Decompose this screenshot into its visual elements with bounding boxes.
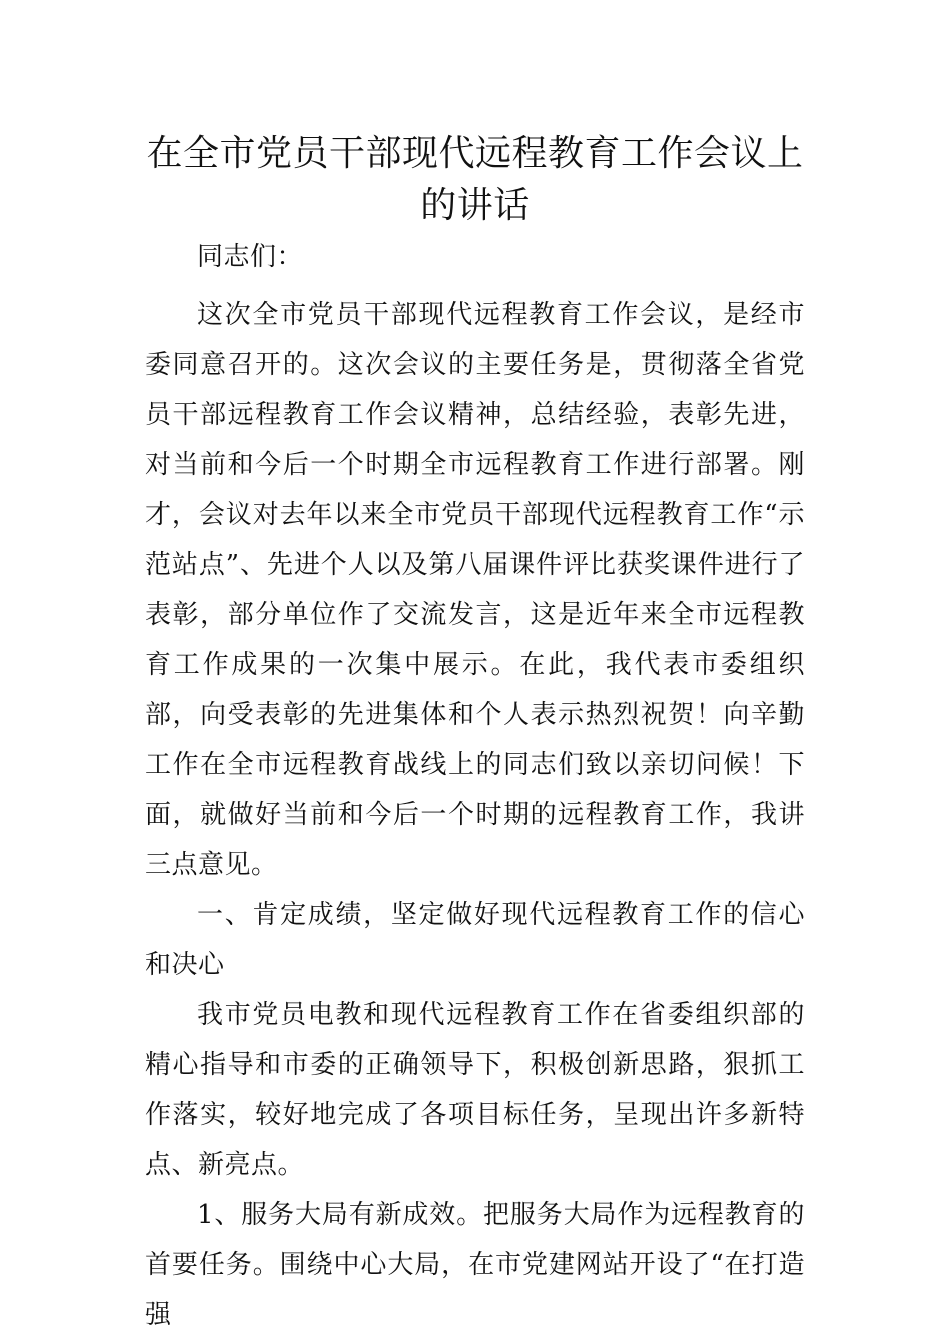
paragraph-achievements: 我市党员电教和现代远程教育工作在省委组织部的精心指导和市委的正确领导下，积极创新思路，狠抓工作落实，较好地完成了各项目标任务，呈现出许多新特点、新亮点。 xyxy=(145,1000,805,1180)
paragraph-point-1: 1、服务大局有新成效。把服务大局作为远程教育的首要任务。围绕中心大局，在市党建网站开设了“在打造强 xyxy=(145,1200,805,1330)
salutation: 同志们： xyxy=(197,242,304,272)
document-title: 在全市党员干部现代远程教育工作会议上的讲话 xyxy=(146,133,804,226)
section-heading-1: 一、肯定成绩，坚定做好现代远程教育工作的信心和决心 xyxy=(145,900,805,980)
document-body xyxy=(145,232,805,1340)
paragraph-intro: 这次全市党员干部现代远程教育工作会议，是经市委同意召开的。这次会议的主要任务是，贯彻落全省党员干部远程教育工作会议精神，总结经验，表彰先进，对当前和今后一个时期全市远程教育工作进行部署。刚才，会议对去年以来全市党员干部现代远程教育工作“示范站点”、先进个人以及第八届课件评比获奖课件进行了表彰，部分单位作了交流发言，这是近年来全市远程教育工作成果的一次集中展示。在此，我代表市委组织部，向受表彰的先进集体和个人表示热烈祝贺！向辛勤工作在全市远程教育战线上的同志们致以亲切问候！下面，就做好当前和今后一个时期的远程教育工作，我讲三点意见。 xyxy=(145,300,805,880)
